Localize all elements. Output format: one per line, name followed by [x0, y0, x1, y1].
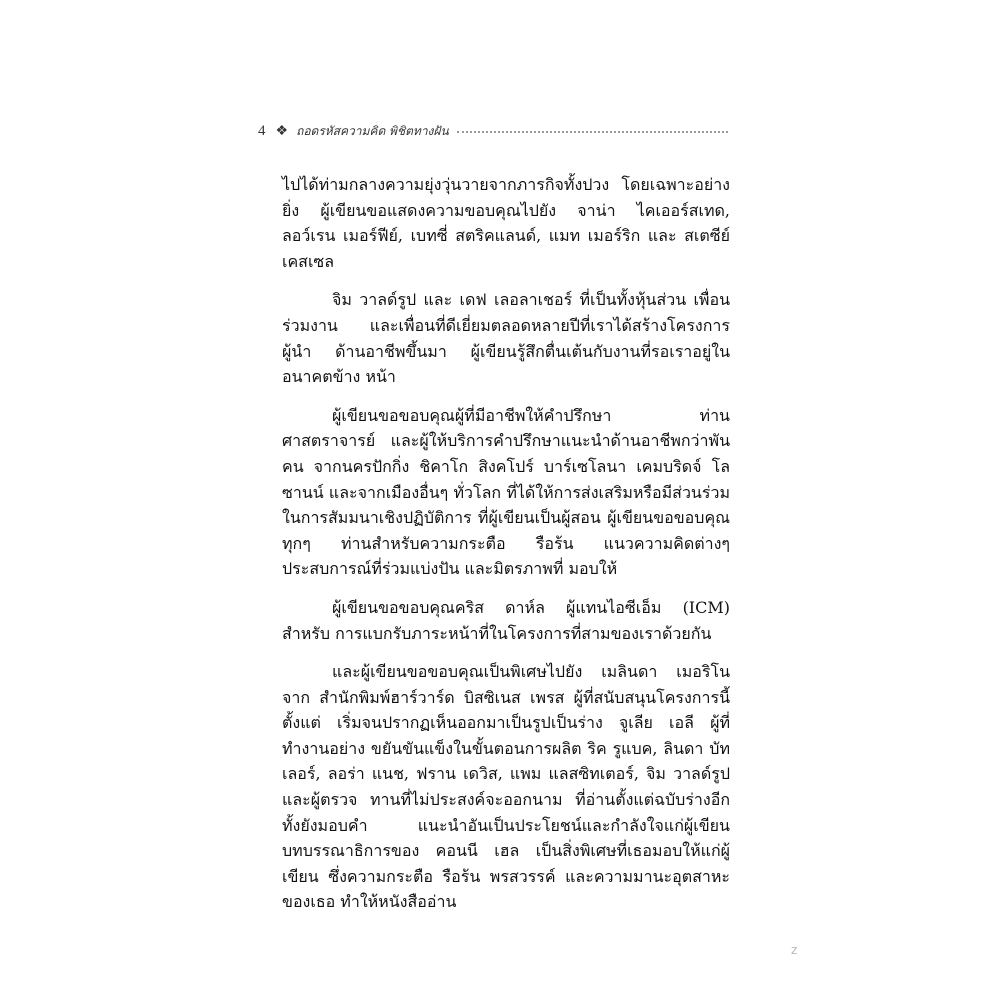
ornament-icon: ❖	[275, 123, 289, 139]
running-header	[258, 121, 728, 141]
footer-mark: z	[791, 943, 798, 957]
dotted-leader	[457, 131, 728, 133]
paragraph-3: ผู้เขียนขอขอบคุณผู้ที่มีอาชีพให้คำปรึกษา ท่านศาสตราจารย์ และผู้ให้บริการคำปรึกษาแนะนำด้านอาชีพกว่าพันคน จากนครปักกิ่ง ชิคาโก สิงคโปร์ บาร์เซโลนา เคมบริดจ์ โลซานน์ และจากเมืองอื่นๆ ทั่วโลก ที่ได้ให้การส่งเสริมหรือมีส่วนร่วมในการสัมมนาเชิงปฏิบัติการ ที่ผู้เขียนเป็นผู้สอน ผู้เขียนขอขอบคุณทุกๆ ท่านสำหรับความกระตือ รือร้น แนวความคิดต่างๆ ประสบการณ์ที่ร่วมแบ่งปัน และมิตรภาพที่ มอบให้	[282, 405, 730, 579]
paragraph-1: ไปได้ท่ามกลางความยุ่งวุ่นวายจากภารกิจทั้งปวง โดยเฉพาะอย่างยิ่ง ผู้เขียนขอแสดงความขอบคุณไปยัง จาน่า ไคเออร์สเทด, ลอว์เรน เมอร์ฟีย์, เบทซี่ สตริคแลนด์, แมท เมอร์ริก และ สเตซีย์ เคสเซล	[282, 175, 730, 271]
body-text	[282, 172, 730, 928]
paragraph-4: ผู้เขียนขอขอบคุณคริส ดาห์ล ผู้แทนไอซีเอ็ม (ICM) สำหรับ การแบกรับภาระหน้าที่ในโครงการที่สามของเราด้วยกัน	[282, 597, 730, 643]
paragraph-2: จิม วาลด์รูป และ เดฟ เลอลาเชอร์ ที่เป็นทั้งหุ้นส่วน เพื่อน ร่วมงาน และเพื่อนที่ดีเยี่ยมตลอดหลายปีที่เราได้สร้างโครงการผู้นำ ด้านอาชีพขึ้นมา ผู้เขียนรู้สึกตื่นเต้นกับงานที่รอเราอยู่ในอนาคตข้าง หน้า	[282, 290, 730, 387]
paragraph-5: และผู้เขียนขอขอบคุณเป็นพิเศษไปยัง เมลินดา เมอริโน จาก สำนักพิมพ์ฮาร์วาร์ด บิสซิเนส เพรส ผู้ที่สนับสนุนโครงการนี้ตั้งแต่ เริ่มจนปรากฏเห็นออกมาเป็นรูปเป็นร่าง จูเลีย เอลี ผู้ที่ทำงานอย่าง ขยันขันแข็งในขั้นตอนการผลิต ริค รูแบค, ลินดา บัทเลอร์, ลอร่า แนช, ฟราน เดวิส, แพม แลสซิทเตอร์, จิม วาลด์รูป และผู้ตรวจ ทานที่ไม่ประสงค์จะออกนาม ที่อ่านตั้งแต่ฉบับร่างอีกทั้งยังมอบคำ แนะนำอันเป็นประโยชน์และกำลังใจแก่ผู้เขียน บทบรรณาธิการของ คอนนี เฮล เป็นสิ่งพิเศษที่เธอมอบให้แก่ผู้เขียน ซึ่งความกระตือ รือร้น พรสวรรค์ และความมานะอุตสาหะของเธอ ทำให้หนังสืออ่าน	[282, 662, 731, 912]
running-title: ถอดรหัสความคิด พิชิตทางฝัน	[296, 123, 449, 138]
page-number: 4	[258, 122, 266, 139]
